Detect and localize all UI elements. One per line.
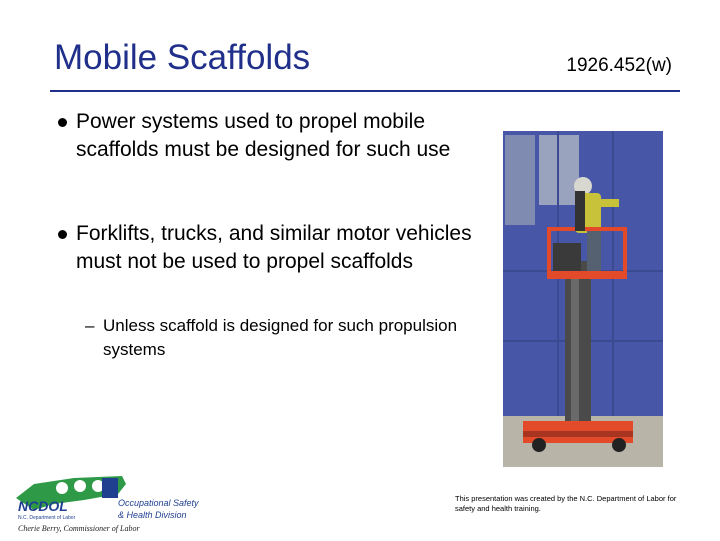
logo-dept: N.C. Department of Labor [18,515,76,521]
logo-division-line2: & Health Division [118,510,187,520]
logo-commissioner: Cherie Berry, Commissioner of Labor [18,524,140,533]
title-rule [50,90,680,92]
sub-bullet-dash: – [85,316,95,335]
bullet-text: Forklifts, trucks, and similar motor vehicles must not be used to propel scaffolds [76,222,472,273]
logo-division-line1: Occupational Safety [118,498,199,508]
logo-abbr: NCDOL [18,498,68,514]
bullet-dot-icon [58,230,67,239]
sub-bullet-text: Unless scaffold is designed for such propulsion systems [103,316,458,359]
lift-illustration [503,131,663,467]
page-title: Mobile Scaffolds [54,38,311,77]
credit-note: This presentation was created by the N.C. Department of Labor for safety and health training. [455,494,677,513]
standard-code: 1926.452(w) [566,55,672,76]
worker-lift-photo [503,131,663,467]
bullet-text: Power systems used to propel mobile scaffolds must be designed for such use [76,110,451,161]
ncdol-logo [14,470,204,536]
bullet-dot-icon [58,118,67,127]
